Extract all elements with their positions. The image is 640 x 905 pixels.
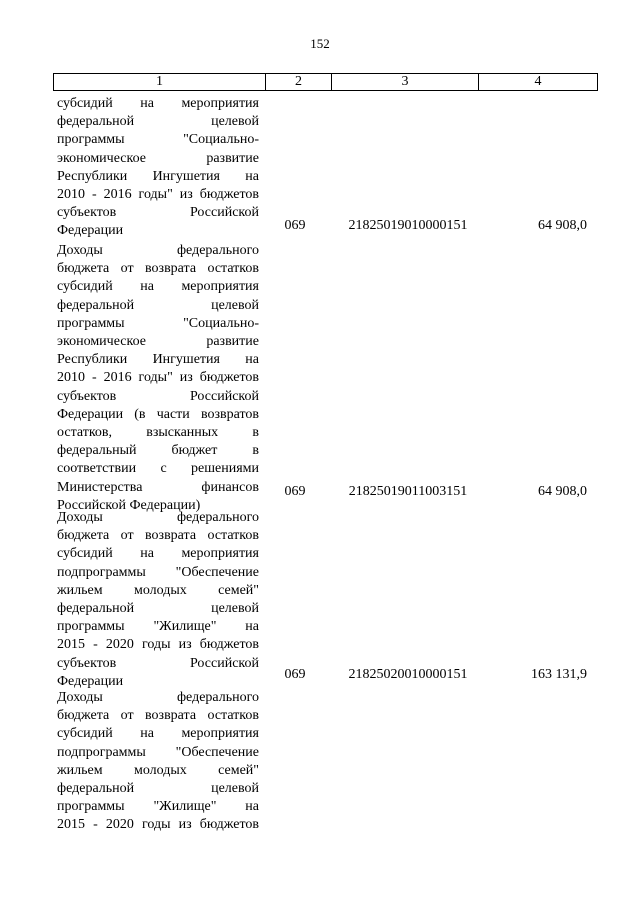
column-header-4: 4 [479, 74, 598, 91]
description-line: соответствии с решениями [57, 461, 259, 477]
description-line: субсидий на мероприятия [57, 726, 259, 742]
budget-code: 21825019010000151 [348, 218, 468, 233]
page-number: 152 [310, 36, 330, 51]
description-line: субъектов Российской [57, 205, 259, 221]
row-description [57, 509, 259, 691]
description-line: подпрограммы "Обеспечение [57, 744, 259, 760]
description-line: федеральной целевой [57, 601, 259, 617]
table-row [57, 689, 597, 835]
amount: 64 908,0 [538, 484, 587, 499]
table-row [57, 95, 597, 239]
description-line: программы "Социально- [57, 315, 259, 331]
description-line: остатков, взысканных в [57, 425, 259, 441]
row-description [57, 689, 259, 835]
row-description [57, 242, 259, 515]
description-line: федеральной целевой [57, 781, 259, 797]
admin-code: 069 [284, 667, 306, 682]
table-row [57, 509, 597, 689]
description-line: программы "Социально- [57, 132, 259, 148]
description-line: программы "Жилище" на [57, 619, 259, 635]
description-line: программы "Жилище" на [57, 799, 259, 815]
description-line: подпрограммы "Обеспечение [57, 564, 259, 580]
description-line: бюджета от возврата остатков [57, 261, 259, 277]
amount: 64 908,0 [538, 218, 587, 233]
row-description [57, 95, 259, 241]
admin-code: 069 [284, 484, 306, 499]
table-row [57, 242, 597, 513]
description-line: Доходы федерального [57, 510, 259, 525]
description-line: Федерации [57, 673, 124, 689]
description-line: бюджета от возврата остатков [57, 708, 259, 724]
description-line: Республики Ингушетия на [57, 168, 259, 184]
column-header-3: 3 [332, 74, 479, 91]
description-line: субсидий на мероприятия [57, 96, 259, 111]
description-line: 2010 - 2016 годы" из бюджетов [57, 187, 259, 203]
description-line: Федерации (в части возвратов [57, 406, 259, 422]
amount: 163 131,9 [531, 667, 587, 682]
description-line: субъектов Российской [57, 655, 259, 671]
column-header-1: 1 [54, 74, 266, 91]
description-line: бюджета от возврата остатков [57, 528, 259, 544]
admin-code: 069 [284, 218, 306, 233]
column-header-2: 2 [266, 74, 332, 91]
description-line: Республики Ингушетия на [57, 352, 259, 368]
description-line: федеральной целевой [57, 297, 259, 313]
description-line: экономическое развитие [57, 150, 259, 166]
description-line: Доходы федерального [57, 243, 259, 258]
description-line: субсидий на мероприятия [57, 546, 259, 562]
description-line: Министерства финансов [57, 479, 259, 495]
budget-code: 21825019011003151 [348, 484, 468, 499]
budget-code: 21825020010000151 [348, 667, 468, 682]
description-line: 2010 - 2016 годы" из бюджетов [57, 370, 259, 386]
description-line: федеральной целевой [57, 114, 259, 130]
description-line: субсидий на мероприятия [57, 279, 259, 295]
column-header-row [53, 73, 598, 91]
description-line: федеральный бюджет в [57, 443, 259, 459]
description-line: Федерации [57, 223, 124, 239]
description-line: экономическое развитие [57, 334, 259, 350]
description-line: субъектов Российской [57, 388, 259, 404]
description-line: 2015 - 2020 годы из бюджетов [57, 817, 259, 833]
description-line: 2015 - 2020 годы из бюджетов [57, 637, 259, 653]
description-line: жильем молодых семей" [57, 582, 259, 598]
description-line: жильем молодых семей" [57, 762, 259, 778]
description-line: Доходы федерального [57, 690, 259, 705]
description-line: Российской Федерации) [57, 497, 201, 513]
